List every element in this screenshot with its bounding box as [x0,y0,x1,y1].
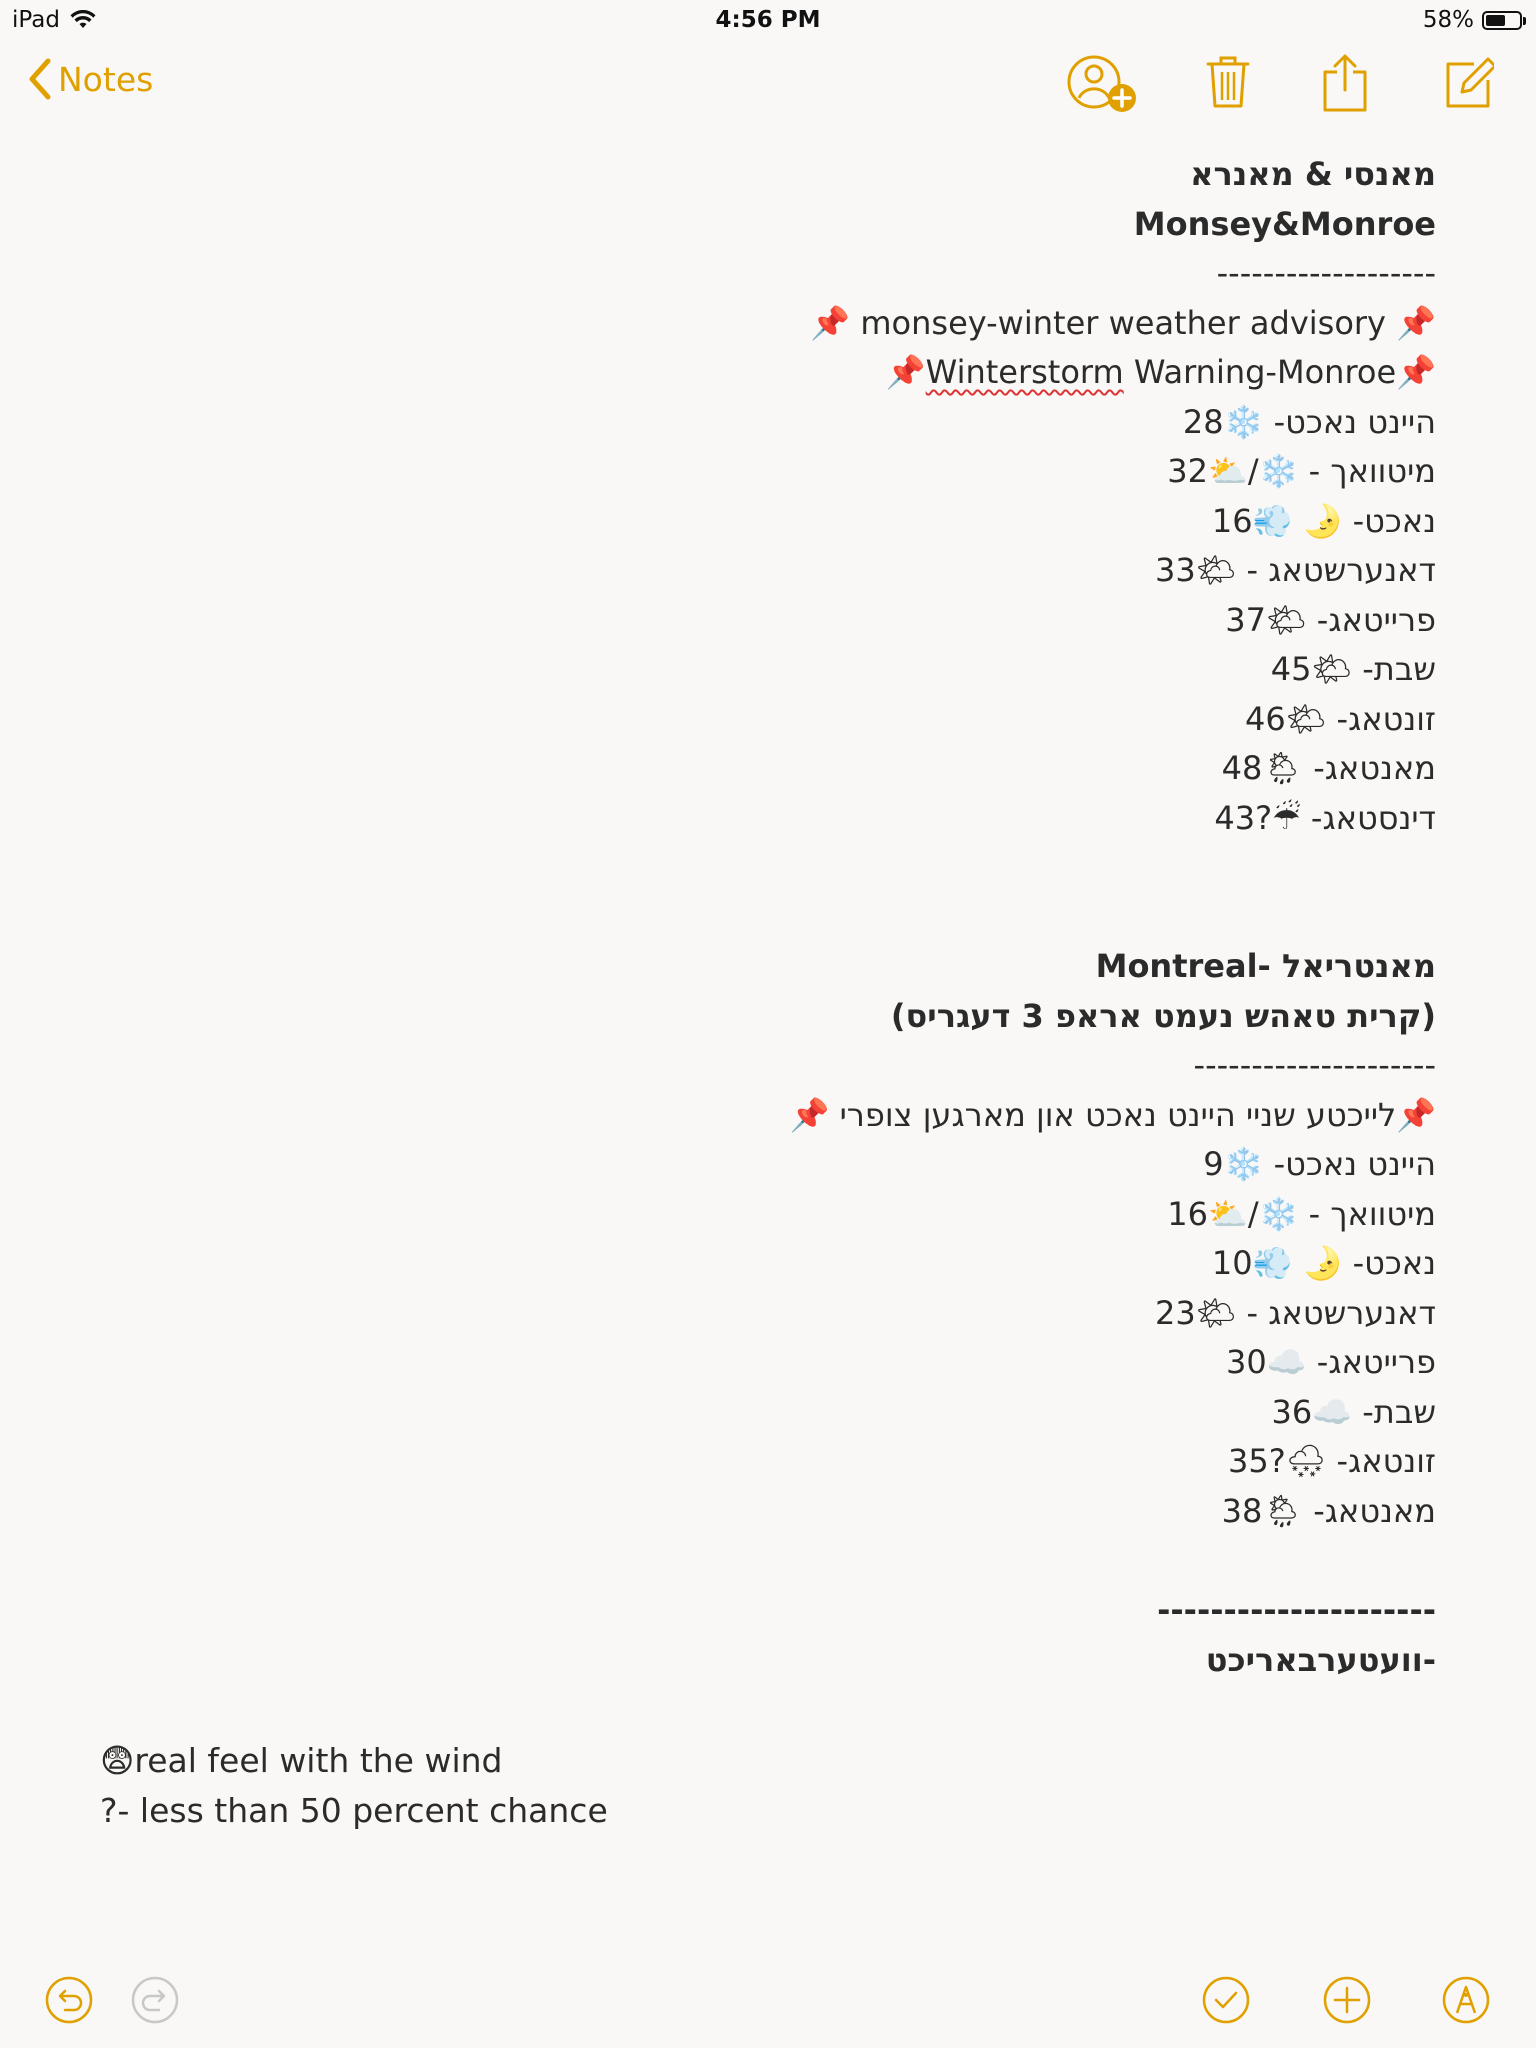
checkmark-circle-icon[interactable] [1201,1975,1251,2025]
forecast-row: נאכט- 🌛 💨16 [1211,501,1436,540]
nav-bar [0,50,1536,120]
forecast-row: היינט נאכט- ❄️28 [1182,402,1436,441]
forecast-row: זונטאג- 🌨?35 [1228,1442,1436,1480]
chevron-left-icon [28,58,52,100]
fearful-face-icon: 😨 [100,1741,135,1780]
forecast-row: דאנערשטאג - 🌤23 [1155,1293,1436,1332]
forecast-row: זונטאג- 🌤46 [1245,699,1436,738]
battery-percent: 58% [1422,7,1474,33]
section1-advisory-2 [60,348,1436,398]
forecast-row: פרייטאג- ☁️30 [1226,1343,1436,1381]
section2-divider: --------------------- [1193,1046,1436,1084]
section2-subtitle: (קרית טאהש נעמט אראפ 3 דעגריס) [890,996,1436,1035]
forecast-row: דינסטאג- ☔?43 [1214,798,1436,837]
legend-text-1: real feel with the wind [134,1741,503,1780]
forecast-row: דאנערשטאג - 🌤33 [1155,551,1436,589]
undo-icon[interactable] [44,1975,94,2025]
compose-icon[interactable] [1444,54,1494,110]
add-person-icon[interactable] [1066,54,1140,116]
forecast-row: מיטוואך - ❄️/⛅32 [1167,452,1436,490]
section1-divider: ------------------- [1216,254,1436,292]
spacer [60,843,1436,942]
forecast-row: היינט נאכט- ❄️9 [1203,1145,1436,1183]
battery-fill [1486,15,1505,26]
redo-icon[interactable] [130,1975,180,2025]
status-bar [0,0,1536,40]
section1-title-hebrew: מאנסי & מאנרא [1190,155,1436,193]
misspelled-word[interactable]: Winterstorm [925,353,1124,391]
forecast-row: שבת- 🌤45 [1270,650,1436,688]
bottom-toolbar [0,1975,1536,2035]
forecast-row: פרייטאג- 🌤37 [1225,600,1436,639]
legend-line-2: ?- less than 50 percent chance [100,1790,608,1830]
section1-advisory-1: 📌 monsey-winter weather advisory 📌 [810,303,1436,342]
share-icon[interactable] [1322,54,1368,114]
legend [100,1736,608,1835]
pen-markup-icon[interactable] [1441,1975,1491,2025]
back-button[interactable] [28,58,153,100]
status-time: 4:56 PM [715,7,821,33]
pin-icon: 📌 [1396,353,1436,391]
section3-divider: --------------------- [1157,1591,1436,1629]
advisory-2-text: Warning-Monroe [1123,353,1397,391]
status-right [1423,7,1522,33]
section3-title: -וועטערבאריכט [1205,1640,1436,1679]
legend-line-1 [100,1736,608,1786]
forecast-row: נאכט- 🌛 💨10 [1211,1244,1436,1282]
device-label: iPad [12,7,60,33]
forecast-row: שבת- ☁️36 [1271,1392,1436,1431]
forecast-row: מאנטאג- 🌦48 [1221,749,1436,787]
battery-icon [1482,11,1522,30]
section2-title: מאנטריאל -Montreal [1095,947,1436,985]
plus-circle-icon[interactable] [1322,1975,1372,2025]
note-body[interactable] [60,150,1436,1685]
spacer [60,1536,1436,1586]
pin-icon: 📌 [885,353,926,391]
section2-note: 📌לייכטע שניי היינט נאכט און מארגען צופרי 📌 [789,1095,1436,1134]
forecast-row: מיטוואך - ❄️/⛅16 [1167,1194,1436,1233]
trash-icon[interactable] [1206,54,1250,110]
section1-title-english: Monsey&Monroe [1133,204,1436,243]
back-label: Notes [58,59,154,99]
forecast-row: מאנטאג- 🌦38 [1221,1491,1436,1530]
